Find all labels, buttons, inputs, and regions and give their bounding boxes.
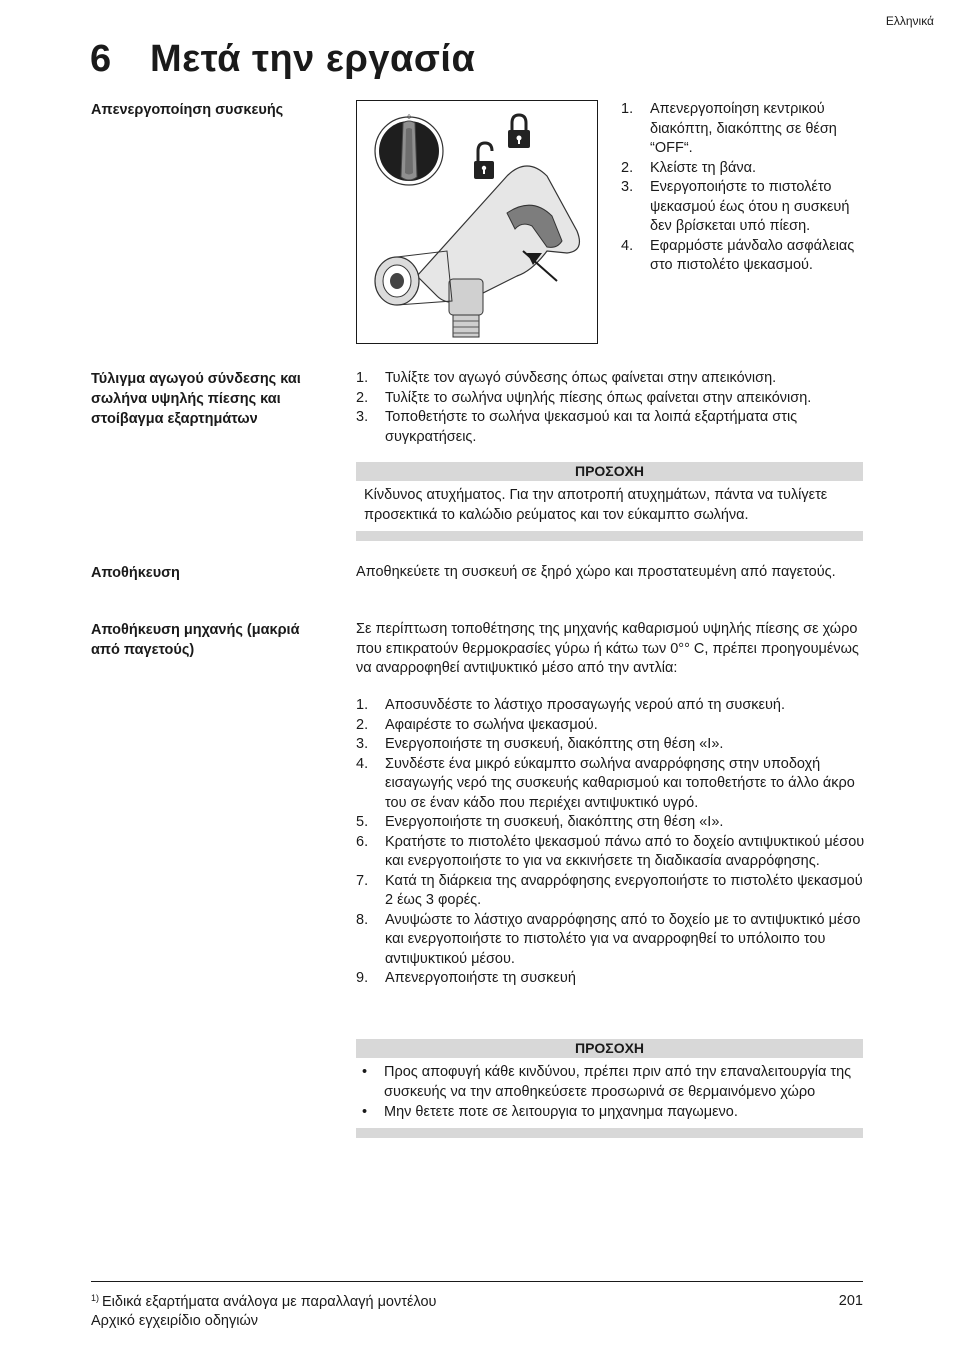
frost-intro: Σε περίπτωση τοποθέτησης της μηχανής καθαρισμού υψηλής πίεσης σε χώρο που επικρατούν θερμοκρασίες γύρω ή κάτω των 0°° C, πρέπει προηγουμένως να αναρροφηθεί αντιψυκτικό μέσο από την αντλία:: [356, 621, 859, 676]
section-label-winding: Τύλιγμα αγωγού σύνδεσης και σωλήνα υψηλής πίεσης και στοίβαγμα εξαρτημάτων: [91, 371, 301, 427]
list-item: 4. Συνδέστε ένα μικρό εύκαμπτο σωλήνα αναρρόφησης στην υποδοχή εισαγωγής νερό της συσκευής καθαρισμού και τοποθετήστε το άλλο άκρο του σε έναν κάδο που περιέχει αντιψυκτικό υγρό.: [356, 755, 855, 811]
list-item: 1. Απενεργοποίηση κεντρικού διακόπτη, διακόπτης σε θέση “OFF“.: [621, 101, 837, 156]
section-label-storage: Αποθήκευση: [91, 565, 180, 581]
list-item: 2. Τυλίξτε το σωλήνα υψηλής πίεσης όπως φαίνεται στην απεικόνιση.: [356, 389, 812, 406]
list-item: 3. Ενεργοποιήστε τη συσκευή, διακόπτης στη θέση «I».: [356, 736, 724, 752]
list-item: 3. Ενεργοποιήστε το πιστολέτο ψεκασμού έως ότου η συσκευή δεν βρίσκεται υπό πίεση.: [621, 179, 850, 234]
frost-steps: [356, 696, 866, 989]
caution-box-frost: [356, 1039, 863, 1138]
lock-open-icon: [474, 143, 494, 179]
list-item: 3. Τοποθετήστε το σωλήνα ψεκασμού και τα λοιπά εξαρτήματα στις συγκρατήσεις.: [356, 409, 798, 445]
spray-gun-figure: [356, 100, 598, 344]
bullet-item: • Μην θετετε ποτε σε λειτουργια το μηχανημα παγωμενο.: [362, 1104, 738, 1120]
chapter-heading: [90, 38, 475, 81]
list-item: 7. Κατά τη διάρκεια της αναρρόφησης ενεργοποιήστε το πιστολέτο ψεκασμού 2 έως 3 φορές.: [356, 872, 863, 908]
page-number: 201: [838, 1293, 863, 1309]
language-label: Ελληνικά: [885, 14, 934, 28]
spray-gun-icon: [375, 166, 579, 337]
list-item: 5. Ενεργοποιήστε τη συσκευή, διακόπτης στη θέση «I».: [356, 814, 724, 830]
caution-title: ΠΡΟΣΟΧΗ: [356, 462, 863, 481]
chapter-number: 6: [90, 38, 112, 80]
caution-bar: [356, 531, 863, 541]
list-item: 6. Κρατήστε το πιστολέτο ψεκασμού πάνω από το δοχείο αντιψυκτικού μέσου και ενεργοποιήστε το για να εκκινήσετε τη διαδικασία αναρρόφησης.: [356, 833, 865, 869]
list-item: 1. Αποσυνδέστε το λάστιχο προσαγωγής νερού από τη συσκευή.: [356, 697, 786, 713]
list-item: 8. Ανυψώστε το λάστιχο αναρρόφησης από το δοχείο με το αντιψυκτικό μέσο και ενεργοποιήστε το πιστολέτο για να αναρροφηθεί το υπόλοιπο του αντιψυκτικού μέσου.: [356, 911, 861, 967]
list-item: 1. Τυλίξτε τον αγωγό σύνδεσης όπως φαίνεται στην απεικόνιση.: [356, 370, 777, 386]
caution-box-winding: [356, 462, 863, 541]
storage-text: Αποθηκεύετε τη συσκευή σε ξηρό χώρο και προστατευμένη από παγετούς.: [356, 564, 836, 580]
chapter-title: Μετά την εργασία: [150, 38, 476, 80]
list-item: 9. Απενεργοποιήστε τη συσκευή: [356, 970, 576, 986]
caution-text: [356, 1058, 863, 1128]
shutdown-steps: [621, 100, 866, 276]
list-item: 2. Κλείστε τη βάνα.: [621, 159, 756, 176]
list-item: 4. Εφαρμόστε μάνδαλο ασφάλειας στο πιστολέτο ψεκασμού.: [621, 237, 855, 273]
footnote: $^{1)}$ Ειδικά εξαρτήματα ανάλογα με παραλλαγή μοντέλου: [91, 1293, 437, 1310]
document-title: Αρχικό εγχειρίδιο οδηγιών: [91, 1313, 259, 1329]
section-label-frost: Αποθήκευση μηχανής (μακριά από παγετούς): [91, 622, 300, 658]
list-item: 2. Αφαιρέστε το σωλήνα ψεκασμού.: [356, 716, 598, 733]
footer-divider: [91, 1281, 863, 1282]
bullet-item: • Προς αποφυγή κάθε κινδύνου, πρέπει πριν από την επαναλειτουργία της συσκευής να την αποθηκεύσετε προσωρινά σε θερμαινόμενο χώρο: [362, 1064, 852, 1100]
main-switch-dial-icon: [375, 115, 443, 185]
winding-steps: [356, 369, 866, 447]
caution-text: Κίνδυνος ατυχήματος. Για την αποτροπή ατυχημάτων, πάντα να τυλίγετε προσεκτικά το καλώδιο ρεύματος και τον εύκαμπτο σωλήνα.: [364, 487, 828, 523]
caution-bar: [356, 1128, 863, 1138]
lock-closed-icon: [508, 115, 530, 148]
svg-text:0: 0: [407, 115, 411, 121]
section-label-shutdown: Απενεργοποίηση συσκευής: [91, 102, 284, 118]
caution-title: ΠΡΟΣΟΧΗ: [356, 1039, 863, 1058]
